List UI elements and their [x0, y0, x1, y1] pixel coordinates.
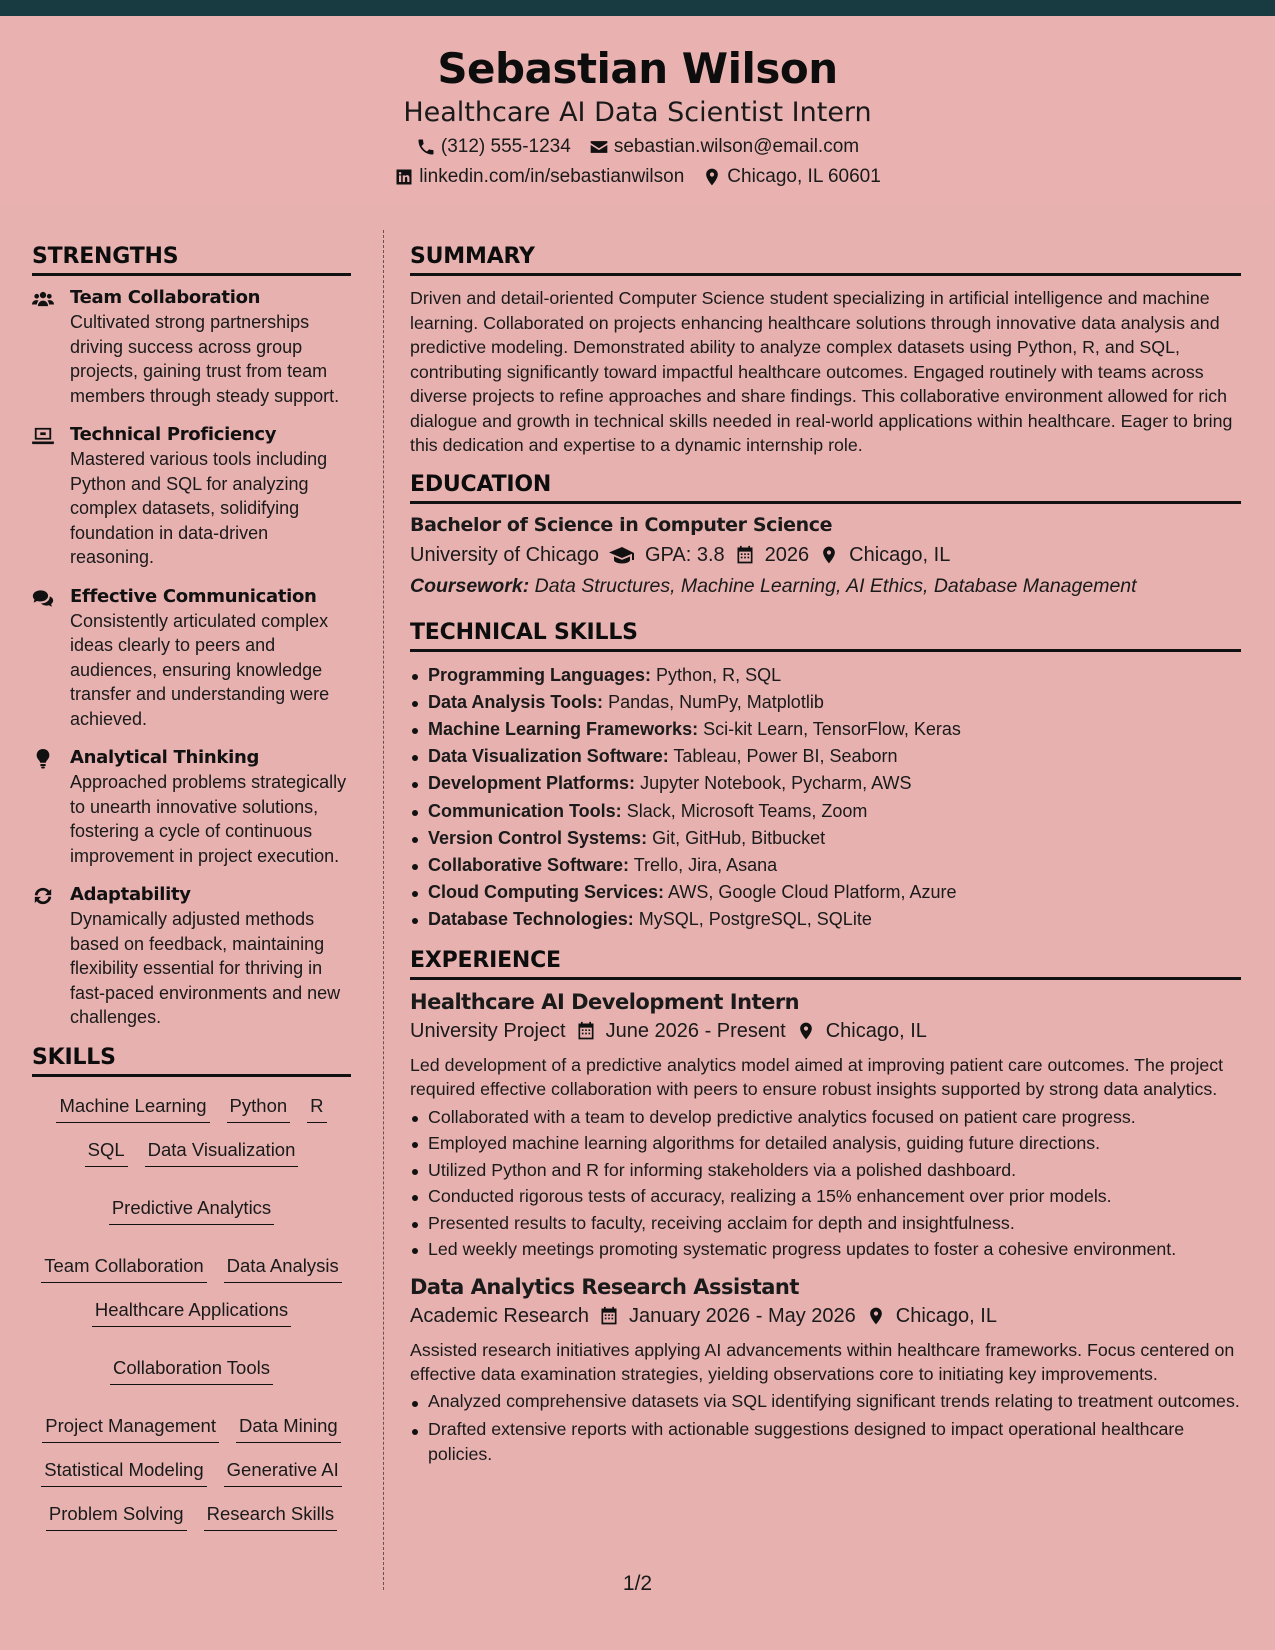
list-item: Programming Languages: Python, R, SQL: [410, 662, 1241, 689]
strength-title: Technical Proficiency: [70, 424, 277, 445]
job-meta: [410, 1020, 1241, 1043]
contact-row-2: [0, 166, 1275, 188]
location-text: Chicago, IL 60601: [727, 166, 881, 187]
skill-tag: Machine Learning: [56, 1093, 209, 1123]
list-item: Conducted rigorous tests of accuracy, realizing a 15% enhancement over prior models.: [410, 1183, 1241, 1210]
calendar-icon: [599, 1306, 619, 1326]
laptop-icon: [32, 426, 54, 446]
list-item: Analyzed comprehensive datasets via SQL identifying significant trends relating to treatment outcomes.: [410, 1389, 1241, 1414]
job-org: University Project: [410, 1019, 566, 1042]
degree-title: Bachelor of Science in Computer Science: [410, 513, 833, 536]
list-item: Collaborated with a team to develop predictive analytics focused on patient care progress.: [410, 1104, 1241, 1131]
job-description: Led development of a predictive analytics model aimed at improving patient care outcomes. The project required effective collaboration with peers to ensure robust insights supported by strong data analytics.: [410, 1054, 1224, 1100]
comments-icon: [32, 588, 54, 608]
job-entry: [410, 990, 1241, 1263]
graduation-year: 2026: [764, 543, 810, 566]
skill-tag: Statistical Modeling: [41, 1457, 206, 1487]
list-item: Development Platforms: Jupyter Notebook, Pycharm, AWS: [410, 770, 1241, 797]
list-item: Data Visualization Software: Tableau, Power BI, Seaborn: [410, 743, 1241, 770]
list-item: Data Analysis Tools: Pandas, NumPy, Matplotlib: [410, 689, 1241, 716]
column-divider: [383, 230, 384, 1590]
job-title: Data Analytics Research Assistant: [410, 1274, 799, 1299]
strength-item: [32, 585, 351, 732]
left-column: [32, 244, 351, 1531]
skill-tag: Generative AI: [224, 1457, 342, 1487]
job-bullets: [410, 1104, 1241, 1263]
email-contact[interactable]: [589, 136, 859, 158]
strength-desc: Cultivated strong partnerships driving success across group projects, gaining trust from team members through steady support.: [70, 312, 340, 406]
skill-tag: Predictive Analytics: [109, 1195, 274, 1225]
skill-tag: Healthcare Applications: [92, 1297, 291, 1327]
list-item: Communication Tools: Slack, Microsoft Teams, Zoom: [410, 798, 1241, 825]
email-text: sebastian.wilson@email.com: [613, 136, 860, 157]
phone-contact: [416, 136, 571, 158]
strength-desc: Mastered various tools including Python and SQL for analyzing complex datasets, solidifying foundation in data-driven reasoning.: [70, 449, 328, 567]
strength-title: Adaptability: [70, 884, 191, 905]
job-location: Chicago, IL: [825, 1019, 927, 1042]
skill-tag: Data Analysis: [224, 1253, 342, 1283]
strength-title: Team Collaboration: [70, 287, 261, 308]
education-meta: [410, 544, 1241, 567]
strengths-list: [32, 286, 351, 1030]
strength-desc: Consistently articulated complex ideas clearly to peers and audiences, ensuring knowledge transfer and understanding were achieved.: [70, 610, 330, 729]
skill-tag: Project Management: [42, 1413, 219, 1443]
job-entry: [410, 1275, 1241, 1467]
phone-icon: [416, 137, 436, 157]
summary-text: Driven and detail-oriented Computer Science student specializing in artificial intelligence and machine learning. Collaborated on projects enhancing healthcare solutions through innovative data analysis and predictive modeling. Demonstrated ability to analyze complex datasets using Python, R, and SQL, contributing significantly toward impactful healthcare outcomes. Engaged routinely with teams across diverse projects to refine approaches and share findings. This collaborative environment allowed for rich dialogue and growth in technical skills needed in real-world applications within healthcare. Eager to bring this dedication and expertise to a dynamic internship role.: [410, 288, 1233, 455]
resume-header: [0, 16, 1275, 205]
strength-item: [32, 746, 351, 868]
strength-title: Effective Communication: [70, 585, 317, 607]
map-marker-icon: [796, 1021, 816, 1041]
calendar-icon: [735, 545, 755, 565]
technical-skills-heading: TECHNICAL SKILLS: [410, 620, 1241, 652]
map-marker-icon: [819, 545, 839, 565]
coursework: [410, 575, 1241, 598]
location-contact: [702, 166, 881, 188]
job-location: Chicago, IL: [895, 1304, 997, 1327]
strength-item: [32, 286, 351, 408]
contact-row-1: [0, 136, 1275, 158]
skill-tag: Team Collaboration: [41, 1253, 206, 1283]
education-location: Chicago, IL: [849, 543, 951, 566]
experience-heading: EXPERIENCE: [410, 948, 1241, 980]
job-org: Academic Research: [410, 1304, 589, 1327]
education-heading: EDUCATION: [410, 472, 1241, 504]
map-marker-icon: [866, 1306, 886, 1326]
skill-tag: R: [307, 1093, 326, 1123]
summary-heading: SUMMARY: [410, 244, 1241, 276]
job-title: Healthcare AI Development Intern: [410, 989, 800, 1014]
list-item: Presented results to faculty, receiving acclaim for depth and insightfulness.: [410, 1210, 1241, 1237]
strength-desc: Approached problems strategically to unearth innovative solutions, fostering a cycle of continuous improvement in project execution.: [70, 772, 347, 866]
skill-tag: Data Visualization: [145, 1137, 299, 1167]
job-description: Assisted research initiatives applying AI advancements within healthcare frameworks. Focus centered on effective data examination strategies, yielding observations core to initiating key improvements.: [410, 1339, 1235, 1385]
list-item: Version Control Systems: Git, GitHub, Bitbucket: [410, 825, 1241, 852]
job-bullets: [410, 1389, 1241, 1467]
list-item: Utilized Python and R for informing stakeholders via a polished dashboard.: [410, 1157, 1241, 1184]
list-item: Employed machine learning algorithms for detailed analysis, guiding future directions.: [410, 1130, 1241, 1157]
calendar-icon: [576, 1021, 596, 1041]
list-item: Collaborative Software: Trello, Jira, Asana: [410, 852, 1241, 879]
technical-skills-list: [410, 662, 1241, 934]
map-marker-icon: [702, 167, 722, 187]
gpa-text: GPA: 3.8: [644, 543, 725, 566]
users-icon: [32, 289, 54, 309]
sync-icon: [32, 886, 54, 906]
coursework-label: Coursework:: [410, 574, 530, 597]
linkedin-text: linkedin.com/in/sebastianwilson: [419, 166, 685, 187]
job-dates: June 2026 - Present: [605, 1019, 786, 1042]
school-name: University of Chicago: [410, 543, 599, 566]
list-item: Drafted extensive reports with actionable suggestions designed to impact operational healthcare policies.: [410, 1417, 1241, 1466]
list-item: Led weekly meetings promoting systematic progress updates to foster a cohesive environment.: [410, 1236, 1241, 1263]
linkedin-contact[interactable]: [394, 166, 684, 188]
top-accent-bar: [0, 0, 1275, 16]
coursework-list: Data Structures, Machine Learning, AI Ethics, Database Management: [534, 574, 1137, 597]
job-meta: [410, 1305, 1241, 1328]
strength-item: [32, 423, 351, 570]
envelope-icon: [589, 137, 609, 157]
skills-heading: SKILLS: [32, 1045, 351, 1077]
list-item: Cloud Computing Services: AWS, Google Cloud Platform, Azure: [410, 879, 1241, 906]
lightbulb-icon: [32, 749, 54, 769]
list-item: Database Technologies: MySQL, PostgreSQL, SQLite: [410, 906, 1241, 933]
page-number: 1/2: [622, 1572, 653, 1595]
strength-item: [32, 883, 351, 1030]
strength-desc: Dynamically adjusted methods based on feedback, maintaining flexibility essential for thriving in fast-paced environments and new challenges.: [70, 909, 341, 1027]
right-column: [410, 244, 1241, 1466]
skill-tag: Collaboration Tools: [110, 1355, 273, 1385]
strengths-heading: STRENGTHS: [32, 244, 351, 276]
skill-tag: Research Skills: [204, 1501, 338, 1531]
skill-tag: Python: [227, 1093, 291, 1123]
candidate-title: Healthcare AI Data Scientist Intern: [403, 97, 872, 128]
skill-tag: Problem Solving: [46, 1501, 187, 1531]
skill-tag: SQL: [85, 1137, 128, 1167]
linkedin-icon: [394, 167, 414, 187]
strength-title: Analytical Thinking: [70, 747, 260, 768]
phone-text: (312) 555-1234: [440, 136, 571, 157]
list-item: Machine Learning Frameworks: Sci-kit Learn, TensorFlow, Keras: [410, 716, 1241, 743]
graduation-cap-icon: [609, 545, 635, 565]
skills-tags: [32, 1087, 351, 1531]
job-dates: January 2026 - May 2026: [628, 1304, 856, 1327]
candidate-name: Sebastian Wilson: [437, 44, 838, 93]
skill-tag: Data Mining: [236, 1413, 341, 1443]
